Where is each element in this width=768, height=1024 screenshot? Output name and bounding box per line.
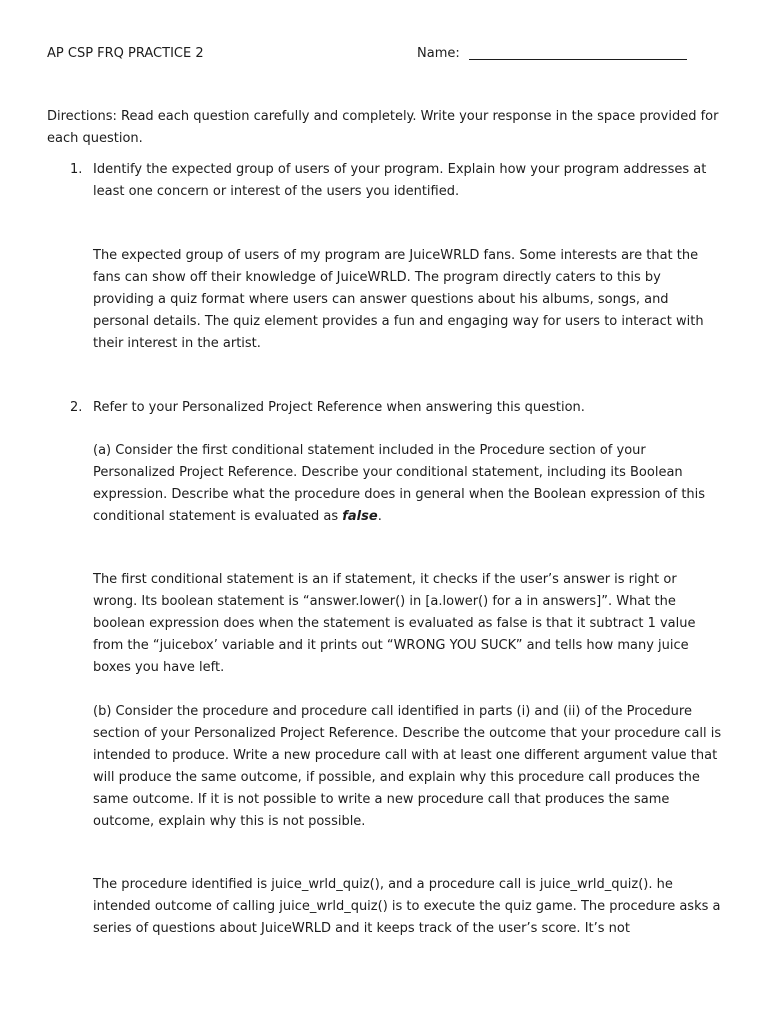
name-label: Name: xyxy=(417,46,460,61)
question-2a-prompt-start: (a) Consider the first conditional statement included in the Procedure section of your Personalized Project Reference. Describe your conditional statement, including its Boolean expression. Describe what the procedure does in general when the Boolean expression of this conditional statement is evaluated as xyxy=(93,443,706,524)
question-2b-answer: The procedure identified is juice_wrld_quiz(), and a procedure call is juice_wrld_quiz(). he intended outcome of calling juice_wrld_quiz() is to execute the quiz game. The procedure asks a series of questions about JuiceWRLD and it keeps track of the user’s score. It’s not xyxy=(93,877,721,936)
question-2a-prompt-end: . xyxy=(377,509,382,524)
question-2a-emphasis: false xyxy=(342,509,378,524)
question-2a-prompt xyxy=(93,440,723,528)
question-2a-answer: The first conditional statement is an if statement, it checks if the user’s answer is right or wrong. Its boolean statement is “answer.lower() in [a.lower() for a in answers]”. What the boolean expression does when the statement is evaluated as false is that it subtract 1 value from the “juicebox’ variable and it prints out “WRONG YOU SUCK” and tells how many juice boxes you have left. xyxy=(93,572,696,675)
page-header xyxy=(47,46,727,64)
name-blank-line xyxy=(469,59,687,60)
question-2-number: 2. xyxy=(70,400,83,415)
question-1-prompt: Identify the expected group of users of your program. Explain how your program addresses at least one concern or interest of the users you identified. xyxy=(93,162,707,199)
question-1-number: 1. xyxy=(70,162,83,177)
question-2-prompt: Refer to your Personalized Project Reference when answering this question. xyxy=(93,400,585,415)
question-2b-prompt: (b) Consider the procedure and procedure call identified in parts (i) and (ii) of the Procedure section of your Personalized Project Reference. Describe the outcome that your procedure call is intended to produce. Write a new procedure call with at least one different argument value that will produce the same outcome, if possible, and explain why this procedure call produces the same outcome. If it is not possible to write a new procedure call that produces the same outcome, explain why this is not possible. xyxy=(93,704,722,829)
question-1-answer: The expected group of users of my program are JuiceWRLD fans. Some interests are that the fans can show off their knowledge of JuiceWRLD. The program directly caters to this by providing a quiz format where users can answer questions about his albums, songs, and personal details. The quiz element provides a fun and engaging way for users to interact with their interest in the artist. xyxy=(93,248,704,351)
worksheet-title: AP CSP FRQ PRACTICE 2 xyxy=(47,46,204,61)
directions-text: Directions: Read each question carefully and completely. Write your response in the space provided for each question. xyxy=(47,109,719,146)
